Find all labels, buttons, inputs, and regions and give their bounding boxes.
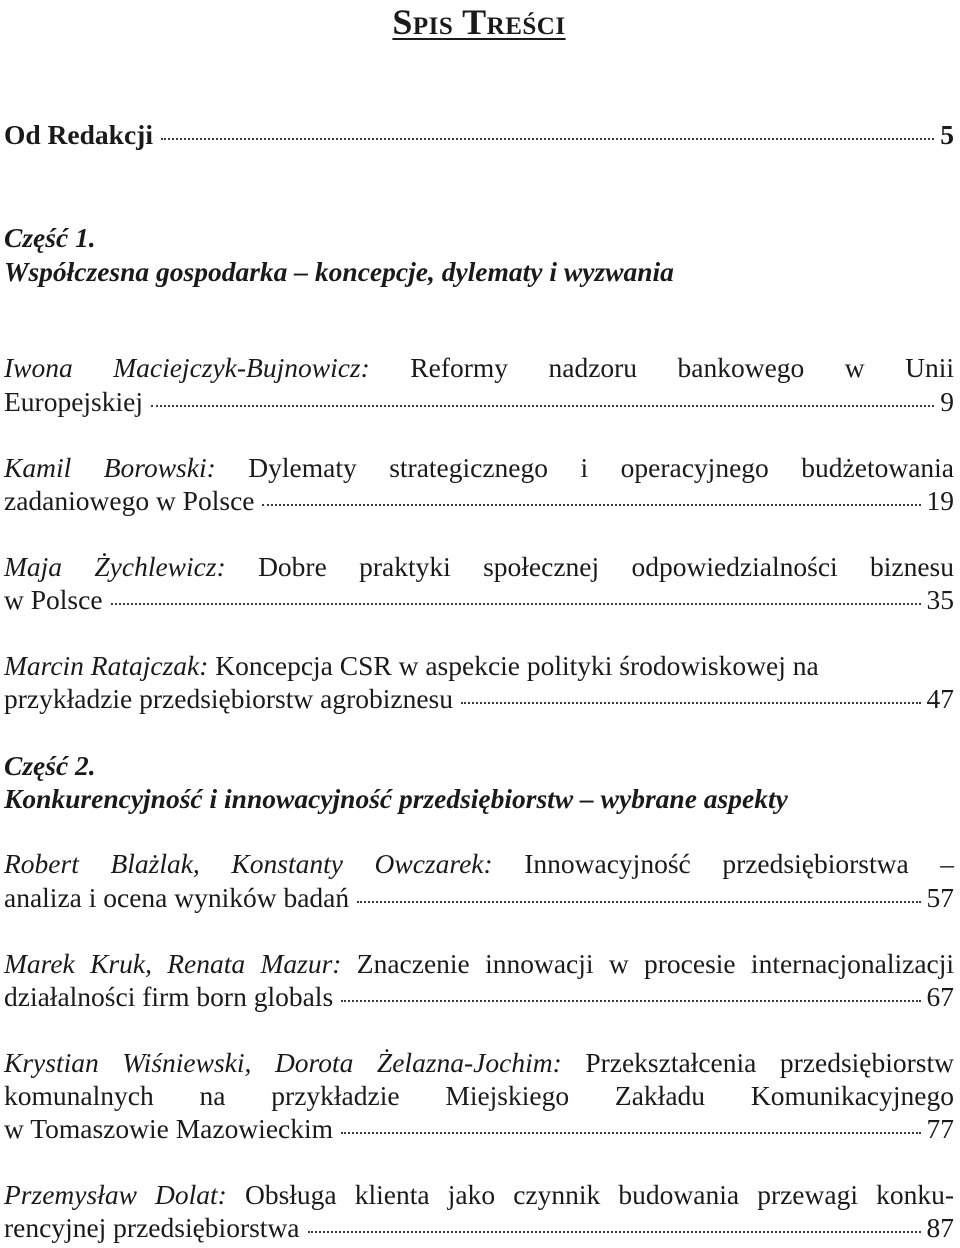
entry-author: Marcin Ratajczak: <box>4 650 209 681</box>
page-title: Spis Treści <box>392 2 566 42</box>
toc-entry-line[interactable] <box>4 1178 954 1212</box>
part-title: Konkurencyjność i innowacyjność przedsiębiorstw – wybrane aspekty <box>4 783 788 814</box>
toc-entry-line[interactable] <box>4 451 954 485</box>
toc-entry-line[interactable] <box>4 1079 954 1113</box>
entry-title: działalności firm born globals <box>4 981 334 1012</box>
page-number: 19 <box>926 485 954 516</box>
part-label: Część 1. <box>4 222 96 253</box>
entry-title: przykładzie przedsiębiorstw agrobiznesu <box>4 683 453 714</box>
entry-title: Reformy nadzoru bankowego w Unii <box>410 352 954 383</box>
entry-title: Koncepcja CSR w aspekcie polityki środowiskowej na <box>215 650 819 681</box>
entry-author: Maja Żychlewicz: <box>4 551 226 582</box>
part-label: Część 2. <box>4 750 96 781</box>
toc-entry-line[interactable] <box>4 351 954 385</box>
page-number: 47 <box>926 683 954 714</box>
part-title: Współczesna gospodarka – koncepcje, dylematy i wyzwania <box>4 256 674 287</box>
toc-entry-line[interactable] <box>4 1112 954 1146</box>
entry-author: Krystian Wiśniewski, Dorota Żelazna-Jochim: <box>4 1047 562 1078</box>
page-number: 87 <box>926 1212 954 1243</box>
dot-leader <box>341 1000 920 1002</box>
toc-entry-line[interactable] <box>4 947 954 981</box>
dot-leader <box>151 405 934 407</box>
entry-title: Europejskiej <box>4 386 143 417</box>
entry-title: komunalnych na przykładzie Miejskiego Zakładu Komunikacyjnego <box>4 1080 954 1111</box>
entry-title: Od Redakcji <box>4 119 153 150</box>
toc-entry-line[interactable] <box>4 682 954 716</box>
dot-leader <box>308 1231 921 1233</box>
entry-author: Kamil Borowski: <box>4 452 216 483</box>
entry-title: Przekształcenia przedsiębiorstw <box>585 1047 955 1078</box>
toc-entry-line[interactable] <box>4 1046 954 1080</box>
page-number: 5 <box>940 119 954 150</box>
page-number: 57 <box>926 882 954 913</box>
page-number: 35 <box>926 584 954 615</box>
toc-entry-line[interactable] <box>4 649 954 683</box>
toc-entry-line[interactable] <box>4 583 954 617</box>
entry-title: w Polsce <box>4 584 103 615</box>
entry-title: analiza i ocena wyników badań <box>4 882 350 913</box>
entry-title: Dobre praktyki społecznej odpowiedzialności biznesu <box>258 551 954 582</box>
page-number: 9 <box>940 386 954 417</box>
toc-entry-line[interactable] <box>4 1211 954 1245</box>
page-number: 77 <box>926 1113 954 1144</box>
entry-author: Robert Blażlak, Konstanty Owczarek: <box>4 848 493 879</box>
toc-entry-line[interactable] <box>4 881 954 915</box>
table-of-contents <box>4 0 954 1248</box>
dot-leader <box>357 901 920 903</box>
entry-title: rencyjnej przedsiębiorstwa <box>4 1212 300 1243</box>
entry-title: Obsługa klienta jako czynnik budowania przewagi konku- <box>244 1179 955 1210</box>
entry-title: Znaczenie innowacji w procesie internacjonalizacji <box>356 948 955 979</box>
entry-title: Innowacyjność przedsiębiorstwa – <box>524 848 954 879</box>
entry-title: w Tomaszowie Mazowieckim <box>4 1113 334 1144</box>
toc-entry-line[interactable] <box>4 847 954 881</box>
dot-leader <box>262 504 920 506</box>
toc-entry-line[interactable] <box>4 385 954 419</box>
toc-entry-editorial[interactable] <box>4 118 954 152</box>
entry-author: Przemysław Dolat: <box>4 1179 227 1210</box>
entry-title: Dylematy strategicznego i operacyjnego budżetowania <box>248 452 954 483</box>
dot-leader <box>161 138 934 140</box>
dot-leader <box>341 1132 920 1134</box>
dot-leader <box>461 702 921 704</box>
toc-entry-line[interactable] <box>4 484 954 518</box>
toc-entry-line[interactable] <box>4 980 954 1014</box>
toc-entry-line[interactable] <box>4 550 954 584</box>
entry-author: Marek Kruk, Renata Mazur: <box>4 948 342 979</box>
dot-leader <box>111 603 921 605</box>
page-number: 67 <box>926 981 954 1012</box>
entry-author: Iwona Maciejczyk-Bujnowicz: <box>4 352 370 383</box>
entry-title: zadaniowego w Polsce <box>4 485 255 516</box>
